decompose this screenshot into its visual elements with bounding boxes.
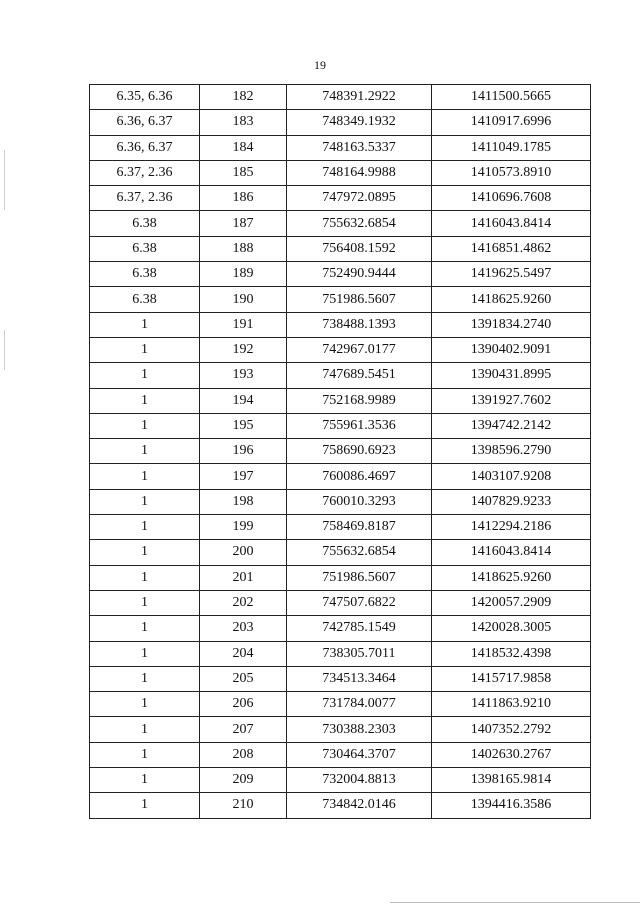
x-coordinate-cell: 730388.2303 xyxy=(287,717,432,742)
point-number-cell: 183 xyxy=(200,110,287,135)
point-number-cell: 195 xyxy=(200,413,287,438)
section-cell: 6.36, 6.37 xyxy=(90,110,200,135)
section-cell: 1 xyxy=(90,413,200,438)
table-row xyxy=(90,641,591,666)
y-coordinate-cell: 1403107.9208 xyxy=(432,464,591,489)
point-number-cell: 205 xyxy=(200,666,287,691)
y-coordinate-cell: 1394742.2142 xyxy=(432,413,591,438)
point-number-cell: 204 xyxy=(200,641,287,666)
x-coordinate-cell: 742785.1549 xyxy=(287,616,432,641)
table-row xyxy=(90,666,591,691)
y-coordinate-cell: 1407829.9233 xyxy=(432,489,591,514)
y-coordinate-cell: 1391927.7602 xyxy=(432,388,591,413)
x-coordinate-cell: 755632.6854 xyxy=(287,211,432,236)
x-coordinate-cell: 748164.9988 xyxy=(287,160,432,185)
section-cell: 6.38 xyxy=(90,236,200,261)
x-coordinate-cell: 758690.6923 xyxy=(287,439,432,464)
y-coordinate-cell: 1418625.9260 xyxy=(432,565,591,590)
table-row xyxy=(90,590,591,615)
y-coordinate-cell: 1407352.2792 xyxy=(432,717,591,742)
table-row xyxy=(90,439,591,464)
section-cell: 1 xyxy=(90,768,200,793)
x-coordinate-cell: 748349.1932 xyxy=(287,110,432,135)
section-cell: 6.35, 6.36 xyxy=(90,85,200,110)
point-number-cell: 196 xyxy=(200,439,287,464)
table-row xyxy=(90,692,591,717)
x-coordinate-cell: 755632.6854 xyxy=(287,540,432,565)
point-number-cell: 201 xyxy=(200,565,287,590)
y-coordinate-cell: 1411500.5665 xyxy=(432,85,591,110)
point-number-cell: 200 xyxy=(200,540,287,565)
x-coordinate-cell: 755961.3536 xyxy=(287,413,432,438)
point-number-cell: 202 xyxy=(200,590,287,615)
point-number-cell: 190 xyxy=(200,287,287,312)
table-row xyxy=(90,262,591,287)
x-coordinate-cell: 730464.3707 xyxy=(287,742,432,767)
x-coordinate-cell: 751986.5607 xyxy=(287,287,432,312)
y-coordinate-cell: 1394416.3586 xyxy=(432,793,591,818)
section-cell: 1 xyxy=(90,388,200,413)
x-coordinate-cell: 760010.3293 xyxy=(287,489,432,514)
point-number-cell: 192 xyxy=(200,337,287,362)
section-cell: 1 xyxy=(90,793,200,818)
point-number-cell: 185 xyxy=(200,160,287,185)
y-coordinate-cell: 1418532.4398 xyxy=(432,641,591,666)
section-cell: 1 xyxy=(90,363,200,388)
y-coordinate-cell: 1412294.2186 xyxy=(432,515,591,540)
y-coordinate-cell: 1398596.2790 xyxy=(432,439,591,464)
point-number-cell: 199 xyxy=(200,515,287,540)
x-coordinate-cell: 752490.9444 xyxy=(287,262,432,287)
y-coordinate-cell: 1390431.8995 xyxy=(432,363,591,388)
section-cell: 1 xyxy=(90,666,200,691)
section-cell: 1 xyxy=(90,312,200,337)
table-row xyxy=(90,211,591,236)
section-cell: 6.38 xyxy=(90,262,200,287)
point-number-cell: 210 xyxy=(200,793,287,818)
section-cell: 1 xyxy=(90,565,200,590)
table-row xyxy=(90,717,591,742)
x-coordinate-cell: 748163.5337 xyxy=(287,135,432,160)
x-coordinate-cell: 760086.4697 xyxy=(287,464,432,489)
table-row xyxy=(90,515,591,540)
x-coordinate-cell: 732004.8813 xyxy=(287,768,432,793)
table-row xyxy=(90,388,591,413)
point-number-cell: 198 xyxy=(200,489,287,514)
page-number: 19 xyxy=(314,58,326,72)
y-coordinate-cell: 1415717.9858 xyxy=(432,666,591,691)
section-cell: 1 xyxy=(90,515,200,540)
x-coordinate-cell: 734842.0146 xyxy=(287,793,432,818)
table-row xyxy=(90,337,591,362)
y-coordinate-cell: 1398165.9814 xyxy=(432,768,591,793)
coordinates-table xyxy=(89,84,591,819)
y-coordinate-cell: 1410573.8910 xyxy=(432,160,591,185)
x-coordinate-cell: 742967.0177 xyxy=(287,337,432,362)
point-number-cell: 187 xyxy=(200,211,287,236)
table-row xyxy=(90,413,591,438)
table-row xyxy=(90,540,591,565)
point-number-cell: 188 xyxy=(200,236,287,261)
table-row xyxy=(90,160,591,185)
table-row xyxy=(90,793,591,818)
table-row xyxy=(90,135,591,160)
section-cell: 6.38 xyxy=(90,287,200,312)
table-row xyxy=(90,312,591,337)
point-number-cell: 203 xyxy=(200,616,287,641)
section-cell: 1 xyxy=(90,464,200,489)
table-row xyxy=(90,742,591,767)
section-cell: 1 xyxy=(90,641,200,666)
section-cell: 1 xyxy=(90,439,200,464)
x-coordinate-cell: 738305.7011 xyxy=(287,641,432,666)
section-cell: 6.37, 2.36 xyxy=(90,160,200,185)
x-coordinate-cell: 731784.0077 xyxy=(287,692,432,717)
point-number-cell: 182 xyxy=(200,85,287,110)
x-coordinate-cell: 747507.6822 xyxy=(287,590,432,615)
point-number-cell: 197 xyxy=(200,464,287,489)
y-coordinate-cell: 1420028.3005 xyxy=(432,616,591,641)
section-cell: 1 xyxy=(90,742,200,767)
y-coordinate-cell: 1402630.2767 xyxy=(432,742,591,767)
table-row xyxy=(90,489,591,514)
section-cell: 1 xyxy=(90,540,200,565)
section-cell: 1 xyxy=(90,337,200,362)
y-coordinate-cell: 1416851.4862 xyxy=(432,236,591,261)
table-row xyxy=(90,363,591,388)
x-coordinate-cell: 756408.1592 xyxy=(287,236,432,261)
section-cell: 1 xyxy=(90,489,200,514)
coordinates-table-body xyxy=(90,85,591,819)
table-row xyxy=(90,236,591,261)
y-coordinate-cell: 1416043.8414 xyxy=(432,211,591,236)
table-row xyxy=(90,464,591,489)
table-row xyxy=(90,616,591,641)
x-coordinate-cell: 758469.8187 xyxy=(287,515,432,540)
x-coordinate-cell: 747972.0895 xyxy=(287,186,432,211)
section-cell: 6.38 xyxy=(90,211,200,236)
table-row xyxy=(90,768,591,793)
section-cell: 1 xyxy=(90,616,200,641)
point-number-cell: 209 xyxy=(200,768,287,793)
y-coordinate-cell: 1416043.8414 xyxy=(432,540,591,565)
scan-mark xyxy=(4,330,5,370)
table-row xyxy=(90,287,591,312)
x-coordinate-cell: 751986.5607 xyxy=(287,565,432,590)
table-row xyxy=(90,186,591,211)
page-edge-line xyxy=(390,902,640,903)
point-number-cell: 207 xyxy=(200,717,287,742)
y-coordinate-cell: 1410696.7608 xyxy=(432,186,591,211)
table-row xyxy=(90,565,591,590)
scan-mark xyxy=(4,150,5,210)
x-coordinate-cell: 752168.9989 xyxy=(287,388,432,413)
section-cell: 1 xyxy=(90,692,200,717)
point-number-cell: 189 xyxy=(200,262,287,287)
x-coordinate-cell: 738488.1393 xyxy=(287,312,432,337)
x-coordinate-cell: 748391.2922 xyxy=(287,85,432,110)
y-coordinate-cell: 1419625.5497 xyxy=(432,262,591,287)
y-coordinate-cell: 1411863.9210 xyxy=(432,692,591,717)
y-coordinate-cell: 1390402.9091 xyxy=(432,337,591,362)
point-number-cell: 193 xyxy=(200,363,287,388)
section-cell: 1 xyxy=(90,717,200,742)
x-coordinate-cell: 747689.5451 xyxy=(287,363,432,388)
point-number-cell: 194 xyxy=(200,388,287,413)
point-number-cell: 186 xyxy=(200,186,287,211)
y-coordinate-cell: 1420057.2909 xyxy=(432,590,591,615)
section-cell: 6.37, 2.36 xyxy=(90,186,200,211)
table-row xyxy=(90,85,591,110)
point-number-cell: 208 xyxy=(200,742,287,767)
point-number-cell: 184 xyxy=(200,135,287,160)
section-cell: 6.36, 6.37 xyxy=(90,135,200,160)
point-number-cell: 206 xyxy=(200,692,287,717)
y-coordinate-cell: 1411049.1785 xyxy=(432,135,591,160)
y-coordinate-cell: 1410917.6996 xyxy=(432,110,591,135)
x-coordinate-cell: 734513.3464 xyxy=(287,666,432,691)
section-cell: 1 xyxy=(90,590,200,615)
y-coordinate-cell: 1418625.9260 xyxy=(432,287,591,312)
table-row xyxy=(90,110,591,135)
y-coordinate-cell: 1391834.2740 xyxy=(432,312,591,337)
point-number-cell: 191 xyxy=(200,312,287,337)
